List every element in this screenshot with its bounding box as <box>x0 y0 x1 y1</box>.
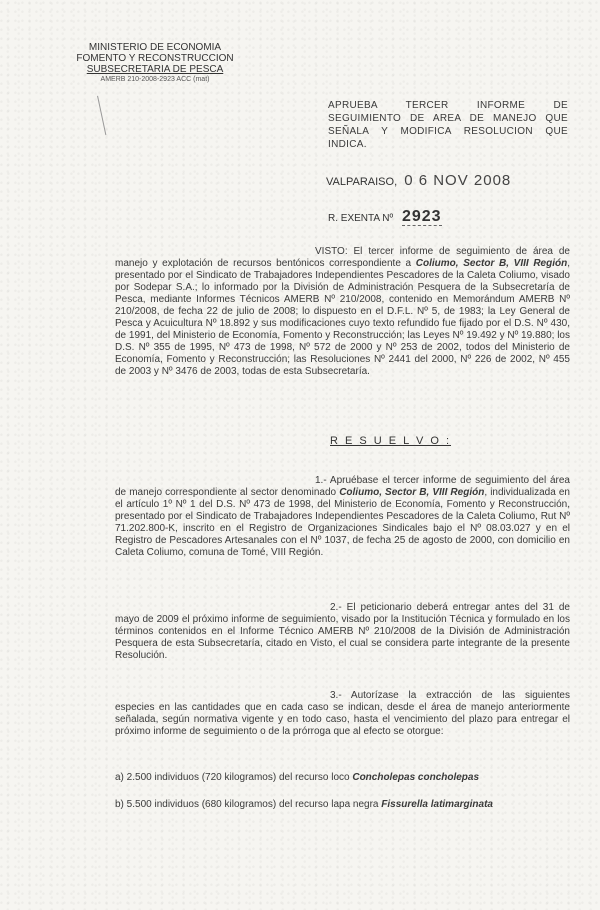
visto-paragraph <box>115 246 570 378</box>
resolution-subject: APRUEBA TERCER INFORME DE SEGUIMIENTO DE AREA DE MANEJO QUE SEÑALA Y MODIFICA RESOLUCION QUE INDICA. <box>328 100 568 150</box>
species-item-a-name: Concholepas concholepas <box>352 772 480 783</box>
species-item-a-text: a) 2.500 individuos (720 kilogramos) del recurso loco <box>115 772 353 783</box>
article-1 <box>115 475 570 559</box>
date-stamp: 0 6 NOV 2008 <box>404 172 512 189</box>
article-2: 2.- El peticionario deberá entregar antes del 31 de mayo de 2009 el próximo informe de seguimiento, visado por la Institución Técnica y formulado en los términos contenidos en el Informe Técnico AMERB Nº 210/2008 de la División de Administración Pesquera de esta Subsecretaría, citado en Visto, el cual se considera parte integrante de la presente Resolución. <box>115 602 570 661</box>
exenta-number: 2923 <box>401 208 442 225</box>
exenta-label: R. EXENTA Nº <box>328 213 394 224</box>
species-item-b-text: b) 5.500 individuos (680 kilogramos) del recurso lapa negra <box>115 799 382 810</box>
reference-code: AMERB 210-2008-2923 ACC (mat) <box>100 76 210 83</box>
subsecretaria-name: SUBSECRETARIA DE PESCA <box>86 64 224 75</box>
ministry-name: MINISTERIO DE ECONOMIA <box>88 42 222 53</box>
species-item-b <box>115 799 493 810</box>
resuelvo-heading: R E S U E L V O : <box>330 435 452 447</box>
ministry-name-line2: FOMENTO Y RECONSTRUCCION <box>76 53 234 64</box>
resolution-number <box>328 208 442 226</box>
article-1-body: , individualizada en el artículo 1º Nº 1 del D.S. Nº 473 de 1998, del Ministerio de Economía, Fomento y Reconstrucción, presentado por el Sindicato de Trabajadores Independientes Pescadores de la Caleta Coliumo, Rut Nº 71.202.800-K, inscrito en el Registro de Organizaciones Sindicales bajo el Nº 08.03.027 y en el Registro de Pescadores Artesanales con el Nº 1037, de fecha 25 de agosto de 2000, con domicilio en Caleta Coliumo, comuna de Tomé, VIII Región. <box>115 487 570 558</box>
article-3: 3.- Autorízase la extracción de las siguientes especies en las cantidades que en cada caso se indican, desde el área de manejo anteriormente señalada, según normativa vigente y en todo caso, hasta el vencimiento del plazo para entregar el próximo informe de seguimiento o de la prórroga que al efecto se otorgue: <box>115 690 570 737</box>
place-date <box>326 172 511 189</box>
ministry-header <box>60 42 250 84</box>
species-item-b-name: Fissurella latimarginata <box>381 799 493 810</box>
species-item-a <box>115 772 479 783</box>
visto-intro: VISTO: El tercer informe de seguimiento de área de manejo y explotación de recursos bentónicos correspondiente a <box>115 246 570 269</box>
article-1-place: Coliumo, Sector B, VIII Región <box>339 487 485 498</box>
visto-body: , presentado por el Sindicato de Trabajadores Independientes Pescadores de la Caleta Coliumo, visado por Sodepar S.A.; lo informado por la División de Administración Pesquera de la Subsecretaría de Pesca, mediante Informes Técnicos AMERB Nº 210/2008, contenido en Memorándum AMERB Nº 210/2008, de fecha 22 de julio de 2008; lo dispuesto en el D.F.L. Nº 5, de 1983; la Ley General de Pesca y Acuicultura Nº 18.892 y sus modificaciones cuyo texto refundido fue fijado por el D.S. Nº 430, de 1991, del Ministerio de Economía, Fomento y Reconstrucción; las Leyes Nº 19.492 y Nº 19.880; los D.S. Nº 355 de 1995, Nº 473 de 1998, Nº 572 de 2000 y Nº 253 de 2002, todos del Ministerio de Economía, Fomento y Reconstrucción; las Resoluciones Nº 2441 del 2000, Nº 226 de 2002, Nº 455 de 2003 y Nº 3476 de 2003, todas de esta Subsecretaría. <box>115 258 570 377</box>
place-name: VALPARAISO, <box>326 176 398 188</box>
visto-place: Coliumo, Sector B, VIII Región <box>415 258 568 269</box>
article-1-intro: 1.- Apruébase el tercer informe de seguimiento del área de manejo correspondiente al sector denominado <box>115 475 570 498</box>
